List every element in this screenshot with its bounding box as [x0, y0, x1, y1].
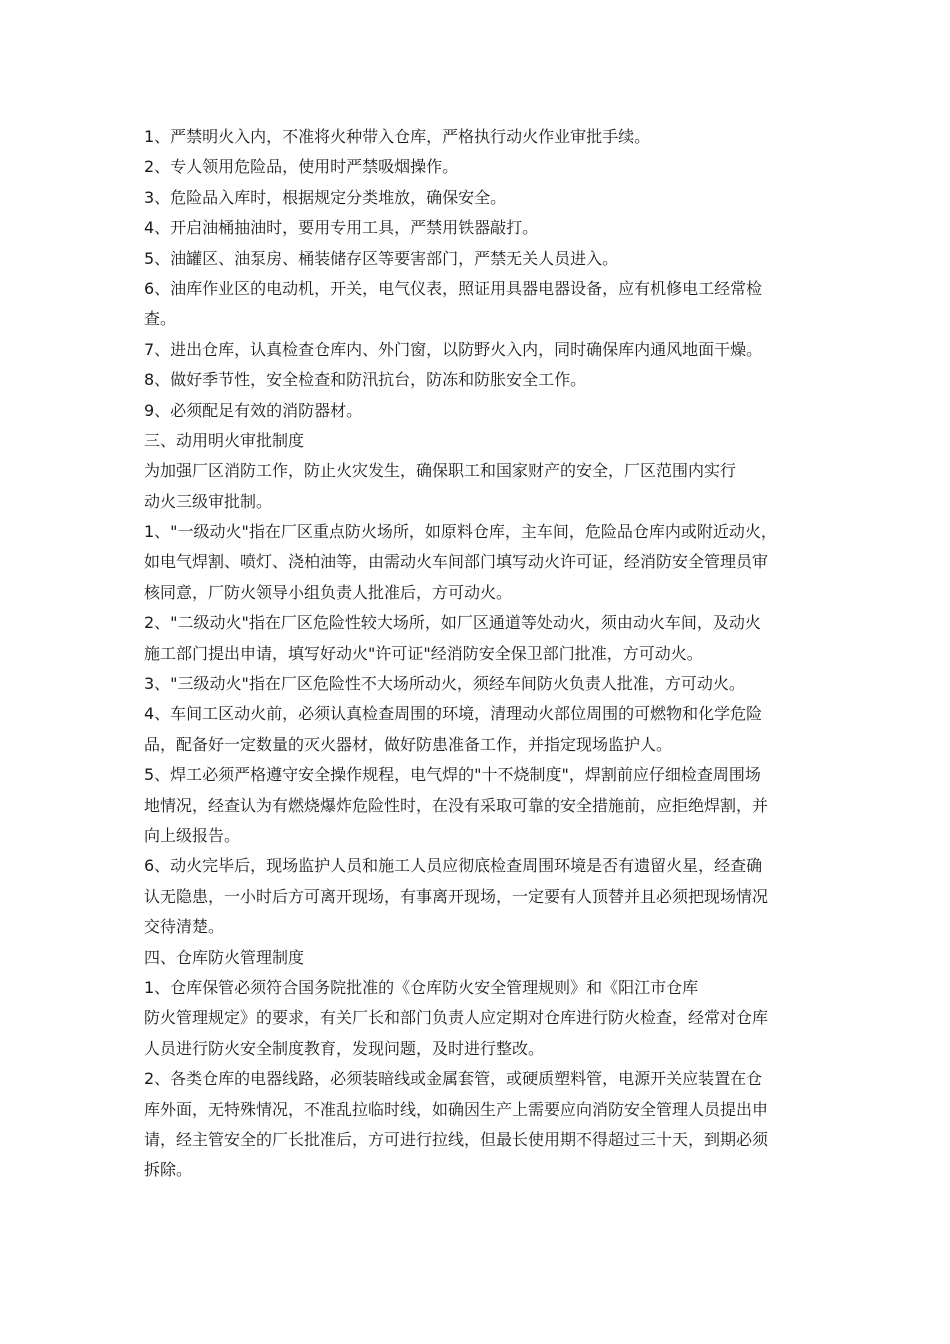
text-line: 品，配备好一定数量的灭火器材，做好防患准备工作，并指定现场监护人。 [144, 734, 673, 754]
text-line: 3、危险品入库时，根据规定分类堆放，确保安全。 [144, 187, 507, 207]
text-line: 1、"一级动火"指在厂区重点防火场所，如原料仓库，主车间，危险品仓库内或附近动火， [144, 522, 777, 542]
text-line: 库外面，无特殊情况，不准乱拉临时线，如确因生产上需要应向消防安全管理人员提出申 [144, 1099, 769, 1119]
text-line: 拆除。 [144, 1160, 193, 1180]
text-line: 地情况，经查认为有燃烧爆炸危险性时，在没有采取可靠的安全措施前，应拒绝焊割，并 [144, 795, 769, 815]
text-line: 5、油罐区、油泵房、桶装储存区等要害部门，严禁无关人员进入。 [144, 248, 619, 268]
text-line: 人员进行防火安全制度教育，发现问题，及时进行整改。 [144, 1038, 545, 1058]
text-line: 三、动用明火审批制度 [144, 430, 305, 450]
text-line: 四、仓库防火管理制度 [144, 947, 305, 967]
text-line: 为加强厂区消防工作，防止火灾发生，确保职工和国家财产的安全，厂区范围内实行 [144, 461, 737, 481]
text-line: 请，经主管安全的厂长批准后，方可进行拉线，但最长使用期不得超过三十天，到期必须 [144, 1129, 769, 1149]
text-line: 防火管理规定》的要求，有关厂长和部门负责人应定期对仓库进行防火检查，经常对仓库 [144, 1008, 769, 1028]
text-line: 认无隐患，一小时后方可离开现场，有事离开现场，一定要有人顶替并且必须把现场情况 [144, 886, 769, 906]
text-line: 施工部门提出申请，填写好动火"许可证"经消防安全保卫部门批准，方可动火。 [144, 643, 703, 663]
text-line: 7、进出仓库，认真检查仓库内、外门窗，以防野火入内，同时确保库内通风地面干燥。 [144, 339, 763, 359]
text-line: 如电气焊割、喷灯、浇柏油等，由需动火车间部门填写动火许可证，经消防安全管理员审 [144, 552, 769, 572]
text-line: 4、开启油桶抽油时，要用专用工具，严禁用铁器敲打。 [144, 218, 539, 238]
text-line: 核同意，厂防火领导小组负责人批准后，方可动火。 [144, 582, 513, 602]
document-body [144, 122, 814, 1186]
text-line: 2、各类仓库的电器线路，必须装暗线或金属套管，或硬质塑料管，电源开关应装置在仓 [144, 1069, 763, 1089]
text-line: 5、焊工必须严格遵守安全操作规程，电气焊的"十不烧制度"，焊割前应仔细检查周围场 [144, 765, 761, 785]
text-line: 查。 [144, 309, 177, 329]
text-line: 3、"三级动火"指在厂区危险性不大场所动火，须经车间防火负责人批准，方可动火。 [144, 674, 745, 694]
text-line: 8、做好季节性，安全检查和防汛抗台，防冻和防胀安全工作。 [144, 370, 587, 390]
text-line: 1、严禁明火入内，不准将火种带入仓库，严格执行动火作业审批手续。 [144, 127, 651, 146]
text-line: 动火三级审批制。 [144, 491, 273, 511]
text-line: 向上级报告。 [144, 825, 241, 845]
text-line: 2、专人领用危险品，使用时严禁吸烟操作。 [144, 157, 459, 177]
text-line: 6、油库作业区的电动机，开关，电气仪表，照证用具器电器设备，应有机修电工经常检 [144, 278, 763, 298]
text-line: 4、车间工区动火前，必须认真检查周围的环境，清理动火部位周围的可燃物和化学危险 [144, 704, 763, 724]
text-line: 交待清楚。 [144, 917, 225, 937]
text-line: 9、必须配足有效的消防器材。 [144, 400, 363, 420]
text-line: 2、"二级动火"指在厂区危险性较大场所，如厂区通道等处动火，须由动火车间，及动火 [144, 613, 761, 633]
text-line: 1、仓库保管必须符合国务院批准的《仓库防火安全管理规则》和《阳江市仓库 [144, 977, 699, 997]
text-line: 6、动火完毕后，现场监护人员和施工人员应彻底检查周围环境是否有遗留火星，经查确 [144, 856, 763, 876]
